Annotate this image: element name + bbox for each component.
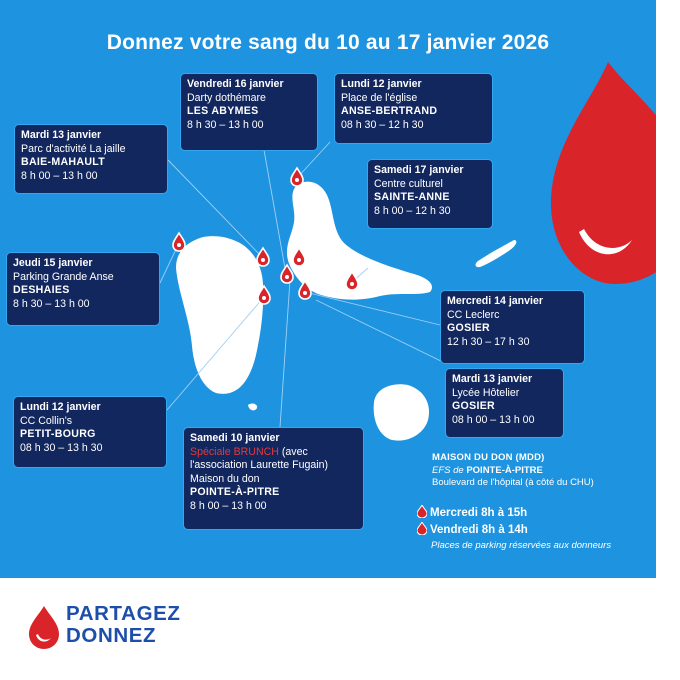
event-place: Parking Grande Anse xyxy=(13,270,114,283)
event-date: Mercredi 14 janvier xyxy=(447,295,543,307)
mdd-hours-friday xyxy=(417,522,528,536)
event-date: Lundi 12 janvier xyxy=(341,78,422,90)
event-town: ANSE-BERTRAND xyxy=(341,105,438,118)
event-town: BAIE-MAHAULT xyxy=(21,156,106,169)
event-date: Jeudi 15 janvier xyxy=(13,257,93,269)
event-special-highlight: Spéciale BRUNCH xyxy=(190,445,279,458)
event-date: Mardi 13 janvier xyxy=(21,129,102,141)
drop-bullet-icon xyxy=(417,522,427,535)
event-time: 8 h 00 – 13 h 00 xyxy=(21,169,98,182)
island-desirade xyxy=(476,240,517,267)
logo-line-2: DONNEZ xyxy=(66,624,157,647)
event-town: DESHAIES xyxy=(13,284,70,297)
event-place: Maison du don xyxy=(190,472,260,485)
event-date: Vendredi 16 janvier xyxy=(187,78,284,90)
poster-title: Donnez votre sang du 10 au 17 janvier 2026 xyxy=(106,31,550,54)
event-time: 08 h 00 – 13 h 00 xyxy=(452,413,535,426)
event-date: Mardi 13 janvier xyxy=(452,373,533,385)
event-town: SAINTE-ANNE xyxy=(374,191,450,204)
event-town: GOSIER xyxy=(452,400,496,413)
event-card-anse-bertrand xyxy=(334,73,493,144)
logo-drop-icon xyxy=(29,606,59,649)
maison-du-don-info xyxy=(432,452,654,490)
mdd-efs-town: POINTE-À-PITRE xyxy=(466,464,543,476)
event-place: Centre culturel xyxy=(374,177,443,190)
event-time: 8 h 00 – 13 h 00 xyxy=(190,499,267,512)
blood-drop-icon xyxy=(551,62,656,284)
event-time: 8 h 30 – 13 h 00 xyxy=(13,297,90,310)
event-time: 08 h 30 – 13 h 30 xyxy=(20,441,103,454)
event-time: 08 h 30 – 12 h 30 xyxy=(341,118,424,131)
event-card-les-abymes xyxy=(180,73,318,151)
event-date: Samedi 17 janvier xyxy=(374,164,464,176)
event-card-petit-bourg xyxy=(13,396,167,468)
event-town: LES ABYMES xyxy=(187,105,259,118)
island-les-saintes xyxy=(248,404,257,411)
event-card-gosier-leclerc xyxy=(440,290,585,364)
mdd-efs-prefix: EFS de xyxy=(432,464,467,476)
event-place: CC Leclerc xyxy=(447,308,500,321)
event-town: POINTE-À-PITRE xyxy=(190,486,280,499)
mdd-efs xyxy=(432,465,654,478)
logo-text xyxy=(66,603,181,647)
island-marie-galante xyxy=(374,384,429,440)
event-date: Samedi 10 janvier xyxy=(190,432,280,444)
event-card-deshaies xyxy=(6,252,160,326)
event-card-sainte-anne xyxy=(367,159,493,229)
event-special xyxy=(190,446,357,473)
event-time: 8 h 30 – 13 h 00 xyxy=(187,118,264,131)
marker-deshaies xyxy=(173,233,185,251)
mdd-hours-text: Mercredi 8h à 15h xyxy=(430,507,528,519)
event-place: CC Collin's xyxy=(20,414,73,427)
island-basse-terre xyxy=(176,236,263,394)
mdd-address: Boulevard de l'hôpital (à côté du CHU) xyxy=(432,477,594,489)
event-place: Place de l'église xyxy=(341,91,418,104)
event-card-baie-mahault xyxy=(14,124,168,194)
mdd-hours-text: Vendredi 8h à 14h xyxy=(430,524,528,536)
event-date: Lundi 12 janvier xyxy=(20,401,101,413)
event-town: GOSIER xyxy=(447,322,491,335)
event-card-gosier-lycee xyxy=(445,368,564,438)
event-place: Parc d'activité La jaille xyxy=(21,142,126,155)
drop-bullet-icon xyxy=(417,505,427,518)
event-place: Lycée Hôtelier xyxy=(452,386,520,399)
event-card-pointe-a-pitre xyxy=(183,427,364,530)
event-place: Darty dothémare xyxy=(187,91,266,104)
event-time: 12 h 30 – 17 h 30 xyxy=(447,335,530,348)
mdd-hours-wednesday xyxy=(417,505,527,519)
event-town: PETIT-BOURG xyxy=(20,428,96,441)
parking-note: Places de parking réservées aux donneurs xyxy=(431,540,612,551)
logo-line-1: PARTAGEZ xyxy=(66,602,181,625)
event-time: 8 h 00 – 12 h 30 xyxy=(374,204,451,217)
marker-anse-bertrand xyxy=(291,168,303,186)
marker-baie-mahault xyxy=(257,248,269,266)
mdd-heading: MAISON DU DON (MDD) xyxy=(432,452,545,463)
event-special-rest: (avec l'association Laurette Fugain) xyxy=(190,445,329,472)
